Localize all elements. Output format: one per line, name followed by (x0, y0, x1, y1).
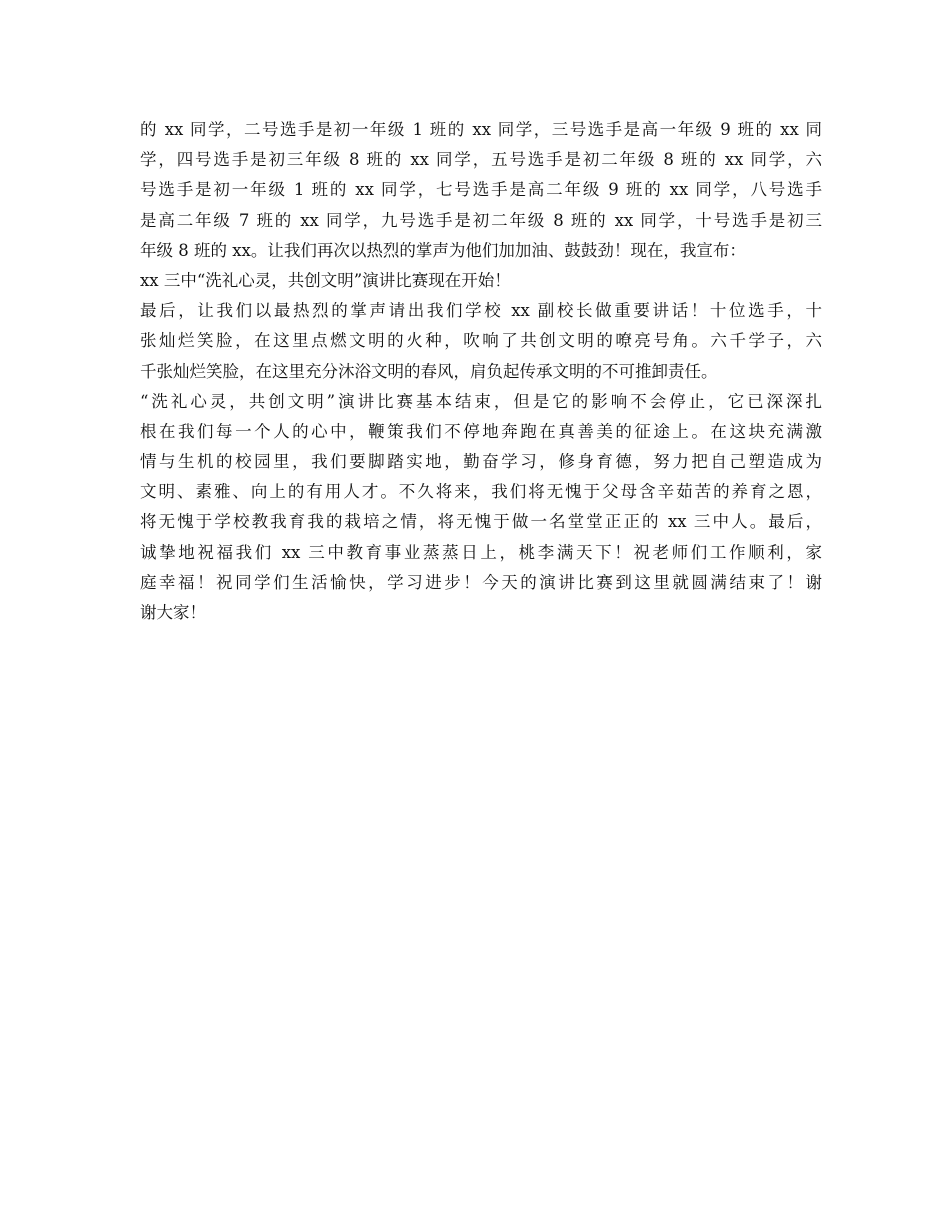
text-line-2: 学，四号选手是初三年级 8 班的 xx 同学，五号选手是初二年级 8 班的 xx 同学，六 (140, 150, 822, 170)
text-line-7: 最后，让我们以最热烈的掌声请出我们学校 xx 副校长做重要讲话！十位选手，十 (140, 301, 822, 321)
text-line-13: 文明、素雅、向上的有用人才。不久将来，我们将无愧于父母含辛茹苦的养育之恩， (140, 482, 822, 502)
text-line-3: 号选手是初一年级 1 班的 xx 同学，七号选手是高二年级 9 班的 xx 同学，八号选手 (140, 180, 822, 200)
text-line-16: 庭幸福！祝同学们生活愉快，学习进步！今天的演讲比赛到这里就圆满结束了！谢 (140, 572, 822, 592)
text-line-8: 张灿烂笑脸，在这里点燃文明的火种，吹响了共创文明的嘹亮号角。六千学子，六 (140, 331, 822, 351)
text-line-11: 根在我们每一个人的心中，鞭策我们不停地奔跑在真善美的征途上。在这块充满激 (140, 421, 822, 441)
text-line-5: 年级 8 班的 xx。让我们再次以热烈的掌声为他们加加油、鼓鼓劲！现在，我宣布： (140, 240, 746, 260)
text-line-10: “洗礼心灵，共创文明”演讲比赛基本结束，但是它的影响不会停止，它已深深扎 (140, 391, 822, 411)
text-line-15: 诚挚地祝福我们 xx 三中教育事业蒸蒸日上，桃李满天下！祝老师们工作顺利，家 (140, 542, 822, 562)
text-line-6: xx 三中“洗礼心灵，共创文明”演讲比赛现在开始！ (140, 270, 511, 290)
text-line-4: 是高二年级 7 班的 xx 同学，九号选手是初二年级 8 班的 xx 同学，十号选手是初三 (140, 210, 822, 230)
text-line-9: 千张灿烂笑脸，在这里充分沐浴文明的春风，肩负起传承文明的不可推卸责任。 (140, 361, 718, 381)
text-line-17: 谢大家！ (140, 603, 206, 622)
text-line-14: 将无愧于学校教我育我的栽培之情，将无愧于做一名堂堂正正的 xx 三中人。最后， (140, 512, 822, 532)
body-text (140, 115, 822, 628)
text-line-1: 的 xx 同学，二号选手是初一年级 1 班的 xx 同学，三号选手是高一年级 9 班的 xx 同 (140, 120, 822, 139)
text-line-12: 情与生机的校园里，我们要脚踏实地，勤奋学习，修身育德，努力把自己塑造成为 (140, 452, 822, 472)
